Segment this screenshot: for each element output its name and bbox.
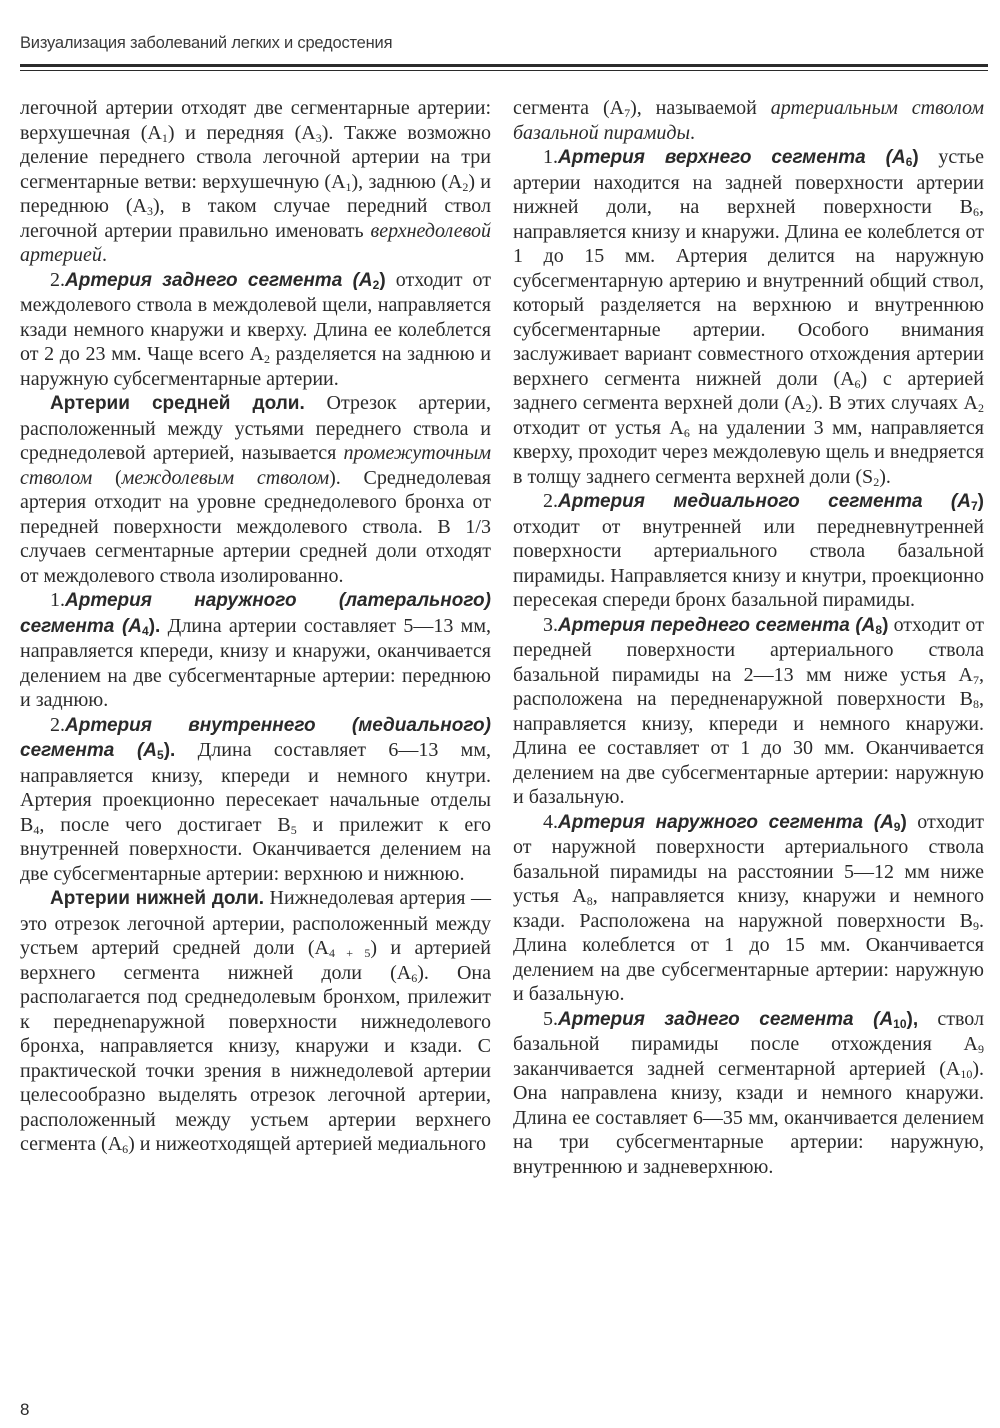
paragraph: 3.Артерия переднего сегмента $(А_8)$ отходит от передней поверхности артериального ствола базальной пирамиды на 2—13 мм ниже устья $А_7$, расположена на передненаружной поверхности $В_8$, направляется книзу, кпереди и немного кнаружи. Длина ее составляет от 1 до 30 мм. Оканчивается делением на две субсегментарные артерии: наружную и базальную.: [513, 613, 984, 808]
page-number: 8: [20, 1400, 30, 1419]
paragraph: Артерии нижней доли. Нижнедолевая артерия — это отрезок легочной артерии, расположенный между устьем артерий средней доли $(А_{4 + 5})$ и артерией верхнего сегмента нижней доли $(А_6)$. Она располагается под среднедолевым бронхом, прилежит к переднenaружной поверхности нижнедолевого бронха, направляется книзу, кнаружи и кзади. С практической точки зрения в нижнедолевой артерии целесообразно выделять отрезок легочной артерии, расположенный между устьем артерии верхнего сегмента $(А_6)$ и нижеотходящей артерией медиального: [20, 887, 492, 1156]
left-column: [20, 96, 491, 1157]
running-header: Визуализация заболеваний легких и средостения: [20, 34, 393, 52]
paragraph: 5.Артерия заднего сегмента $(А_{10})$, ствол базальной пирамиды после отхождения $А_9$ заканчивается задней сегментарной артерией $(А_{10})$. Она направлена книзу, кзади и немного кнаружи. Длина ее составляет 6—35 мм, оканчивается делением на три субсегментарные артерии: наружную, внутреннюю и задневерхнюю.: [513, 1007, 984, 1178]
paragraph: 4.Артерия наружного сегмента $(А_9)$ отходит от наружной поверхности артериального ствола базальной пирамиды на расстоянии 5—12 мм ниже устья $А_8$, направляется книзу, кнаружи и немного кзади. Расположена на наружной поверхности $В_9$. Длина колеблется от 1 до 15 мм. Оканчивается делением на две субсегментарные артерии: наружную и базальную.: [513, 810, 985, 1005]
paragraph: сегмента $(А_7)$, называемой артериальным стволом базальной пирамиды.: [513, 97, 984, 144]
paragraph: 1.Артерия наружного (латерального) сегмента $(А_4)$. Длина артерии составляет 5—13 мм, направляется кпереди, книзу и кнаружи, оканчивается делением на две субсегментарные артерии: переднюю и заднюю.: [20, 589, 491, 711]
header-rule-thick: [20, 64, 988, 67]
paragraph: легочной артерии отходят две сегментарные артерии: верхушечная $(А_1)$ и передняя $(А_3)$. Также возможно деление переднего ствола легочной артерии на три сегментарные ветви: верхушечную $(А_1)$, заднюю $(А_2)$ и переднюю $(А_3)$, в таком случае передний ствол легочной артерии правильно именовать верхнедолевой артерией.: [20, 97, 492, 266]
paragraph: 2.Артерия внутреннего (медиального) сегмента $(А_5)$. Длина составляет 6—13 мм, направляется книзу, кпереди и немного кнутри. Артерия проекционно пересекает начальные отделы $В_4$, после чего достигает $В_5$ и прилежит к его внутренней поверхности. Оканчивается делением на две субсегментарные артерии: верхнюю и нижнюю.: [20, 713, 492, 885]
paragraph: 1.Артерия верхнего сегмента $(А_6)$ устье артерии находится на задней поверхности артерии нижней доли, на верхней поверхности $В_6$, направляется книзу и кнаружи. Длина ее колеблется от 1 до 15 мм. Артерия делится на наружную субсегментарную артерию и внутренний общий ствол, который разделяется на верхнюю и внутреннюю субсегментарные артерии. Особого внимания заслуживает вариант совместного отхождения артерии верхнего сегмента нижней доли $(А_6)$ с артерией заднего сегмента верхней доли $(А_2)$. В этих случаях $А_2$ отходит от устья $А_6$ на удалении 3 мм, направляется кверху, проходит через междолевую щель и внедряется в толщу заднего сегмента верхней доли $(S_2)$.: [513, 146, 984, 489]
paragraph: Артерии средней доли. Отрезок артерии, расположенный между устьями переднего ствола и среднедолевой артерией, называется промежуточным стволом (междолевым стволом). Среднедолевая артерия отходит на уровне среднедолевого бронха от передней поверхности междолевого ствола. В 1/3 случаев сегментарные артерии средней доли отходят от междолевого ствола изолированно.: [20, 392, 491, 587]
paragraph: 2.Артерия медиального сегмента $(А_7)$ отходит от внутренней или передневнутренней поверхности артериального ствола базальной пирамиды. Направляется книзу и кнутри, проекционно пересекая спереди бронх базальной пирамиды.: [513, 490, 984, 611]
paragraph: 2.Артерия заднего сегмента $(А_2)$ отходит от междолевого ствола в междолевой щели, направляется кзади немного кнаружи и кверху. Длина ее колеблется от 2 до 23 мм. Чаще всего $А_2$ разделяется на заднюю и наружную субсегментарные артерии.: [20, 268, 491, 390]
header-rule-thin: [20, 70, 988, 71]
right-column: [513, 96, 984, 1179]
